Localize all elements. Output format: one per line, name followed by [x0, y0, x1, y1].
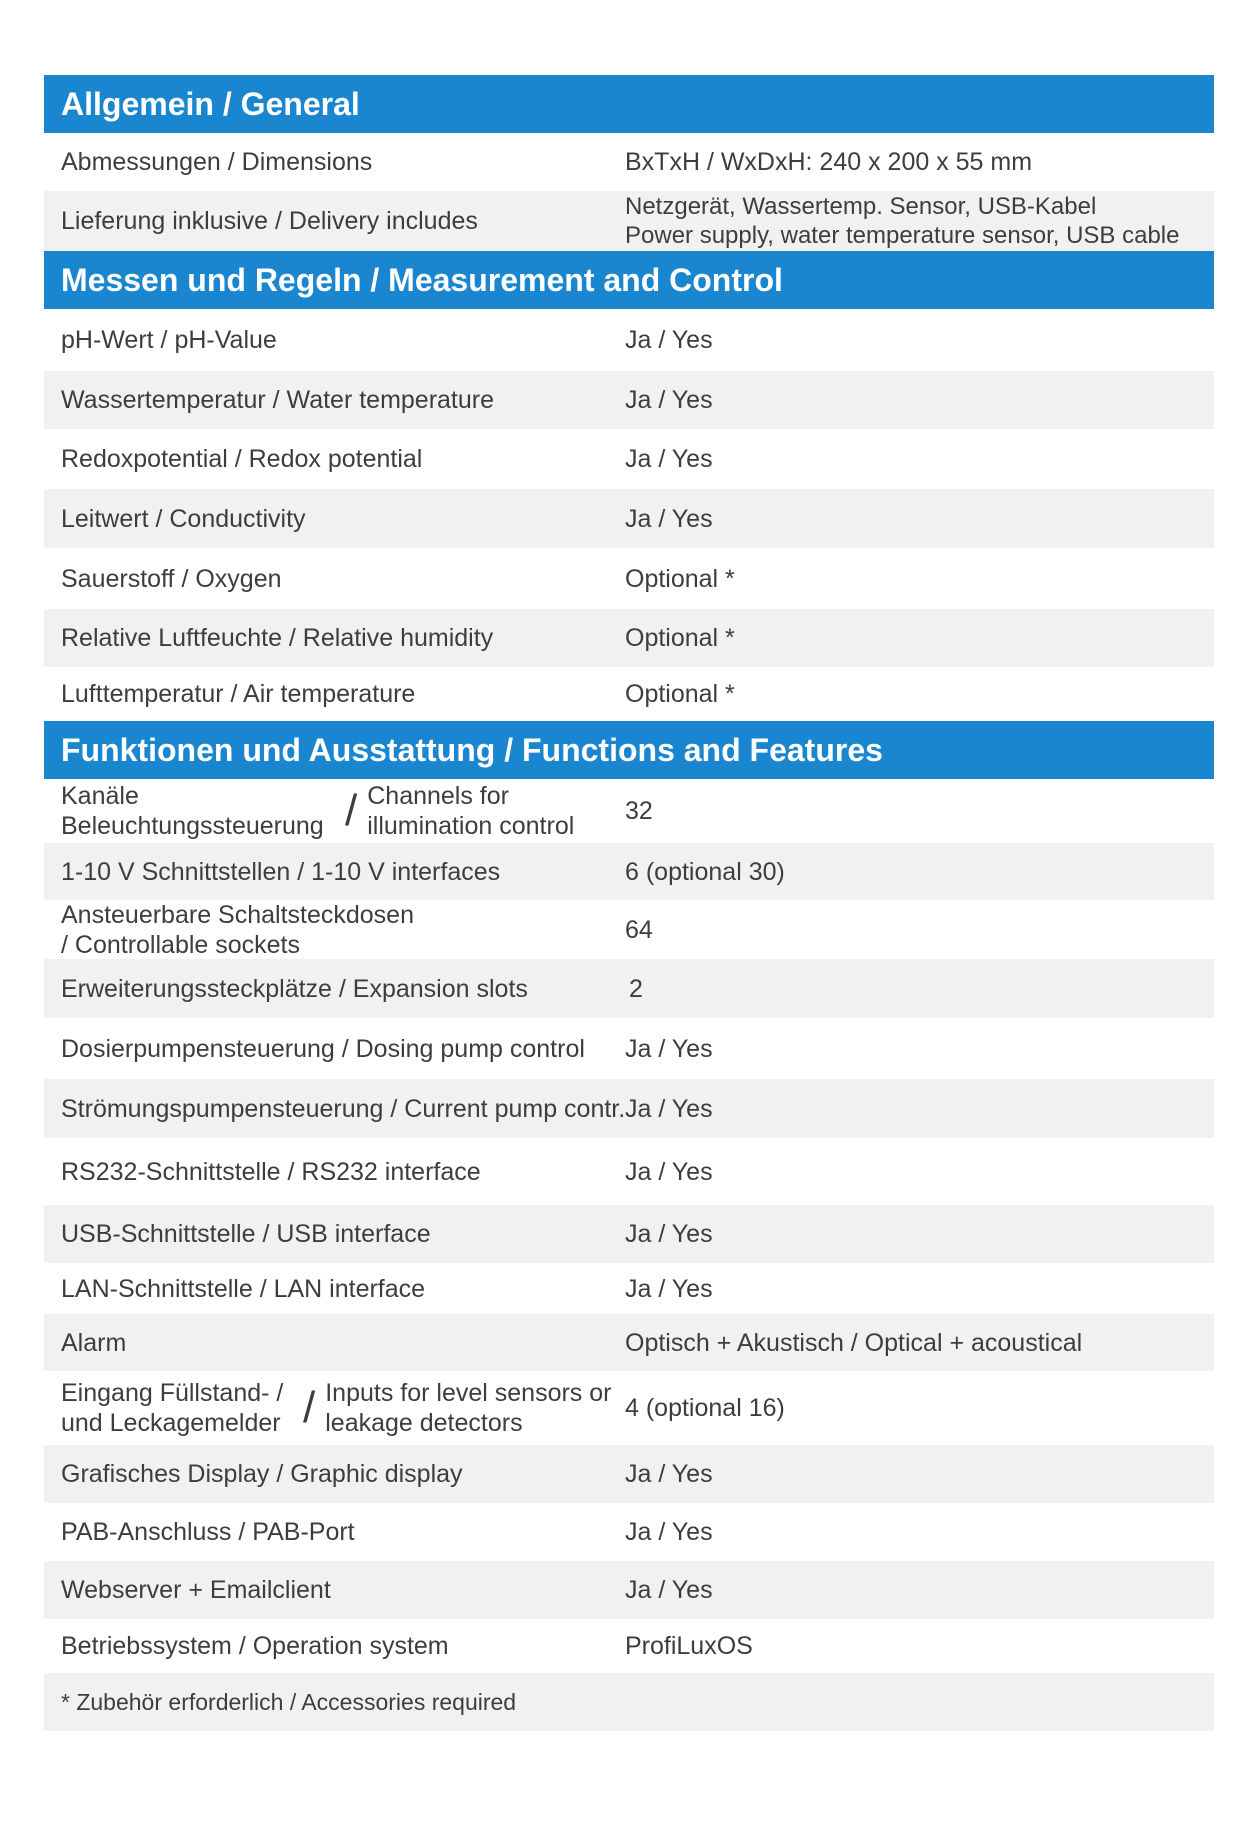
spec-value: 32 — [625, 797, 653, 825]
spec-row-level-inputs — [44, 1371, 1214, 1445]
spec-value: Ja / Yes — [625, 386, 713, 414]
spec-label: pH-Wert / pH-Value — [61, 326, 277, 354]
spec-label: Wassertemperatur / Water temperature — [61, 386, 495, 414]
section-header-functions: Funktionen und Ausstattung / Functions and Features — [44, 721, 1214, 779]
spec-label: Strömungspumpensteuerung / Current pump contr. — [61, 1094, 626, 1123]
spec-value: BxTxH / WxDxH: 240 x 200 x 55 mm — [625, 148, 1033, 176]
spec-value: Ja / Yes — [625, 1518, 713, 1546]
spec-label: Leitwert / Conductivity — [61, 504, 306, 533]
spec-value: 64 — [625, 915, 653, 944]
spec-label: Erweiterungssteckplätze / Expansion slots — [61, 974, 528, 1003]
spec-row-sockets — [44, 900, 1214, 959]
spec-value: Ja / Yes — [625, 1034, 713, 1063]
spec-row-pab — [44, 1503, 1214, 1561]
spec-row-rs232 — [44, 1138, 1214, 1205]
spec-value: 2 — [629, 974, 643, 1003]
spec-label: 1-10 V Schnittstellen / 1-10 V interfaces — [61, 857, 501, 886]
spec-row-redox — [44, 429, 1214, 489]
spec-value: Optisch + Akustisch / Optical + acoustical — [625, 1328, 1083, 1357]
spec-row-delivery — [44, 191, 1214, 251]
spec-value: Ja / Yes — [625, 1157, 713, 1186]
spec-row-water-temp — [44, 371, 1214, 429]
spec-row-ph — [44, 309, 1214, 371]
spec-label-en: Channels for illumination control — [367, 782, 575, 840]
spec-value: Ja / Yes — [625, 1220, 713, 1248]
slash-separator: / — [303, 1383, 316, 1432]
spec-row-dosing — [44, 1018, 1214, 1079]
spec-value: Ja / Yes — [625, 1094, 713, 1123]
spec-value: Ja / Yes — [625, 1460, 713, 1488]
spec-label: Alarm — [61, 1328, 127, 1357]
spec-value: 4 (optional 16) — [625, 1394, 785, 1422]
spec-label: PAB-Anschluss / PAB-Port — [61, 1518, 355, 1546]
spec-label — [44, 781, 625, 841]
spec-label: Abmessungen / Dimensions — [61, 148, 373, 176]
spec-row-lan — [44, 1263, 1214, 1314]
spec-row-alarm — [44, 1314, 1214, 1371]
spec-row-webserver — [44, 1561, 1214, 1619]
spec-label: Lieferung inklusive / Delivery includes — [61, 207, 478, 235]
spec-label-en: Inputs for level sensors or leakage detectors — [325, 1379, 612, 1437]
spec-value: Ja / Yes — [625, 326, 713, 354]
footnote: * Zubehör erforderlich / Accessories required — [61, 1689, 517, 1715]
spec-label-de: Eingang Füllstand- / und Leckagemelder — [61, 1379, 284, 1437]
spec-value: Optional * — [625, 680, 735, 708]
spec-value: Ja / Yes — [625, 445, 713, 473]
slash-separator: / — [345, 786, 358, 835]
spec-label: LAN-Schnittstelle / LAN interface — [61, 1274, 426, 1303]
footnote-row — [44, 1673, 1214, 1731]
spec-label: Redoxpotential / Redox potential — [61, 445, 423, 473]
spec-label: Betriebssystem / Operation system — [61, 1632, 449, 1660]
spec-value: Ja / Yes — [625, 1274, 713, 1303]
spec-value: Optional * — [625, 564, 735, 593]
spec-row-display — [44, 1445, 1214, 1503]
section-header-general: Allgemein / General — [44, 75, 1214, 133]
spec-row-dimensions — [44, 133, 1214, 191]
spec-label: Sauerstoff / Oxygen — [61, 564, 282, 593]
spec-row-oxygen — [44, 548, 1214, 609]
spec-value: Optional * — [625, 624, 735, 652]
spec-label: USB-Schnittstelle / USB interface — [61, 1220, 431, 1248]
spec-value: Netzgerät, Wassertemp. Sensor, USB-Kabel Power supply, water temperature sensor, USB cable — [625, 193, 1180, 249]
spec-sheet — [44, 75, 1214, 1731]
spec-label: Relative Luftfeuchte / Relative humidity — [61, 624, 494, 652]
spec-value: Ja / Yes — [625, 504, 713, 533]
spec-label: Grafisches Display / Graphic display — [61, 1460, 463, 1488]
spec-label — [44, 1378, 625, 1438]
spec-row-channels — [44, 779, 1214, 843]
spec-label: Dosierpumpensteuerung / Dosing pump control — [61, 1034, 585, 1063]
spec-row-os — [44, 1619, 1214, 1673]
spec-value: Ja / Yes — [625, 1576, 713, 1604]
spec-label: Webserver + Emailclient — [61, 1576, 331, 1604]
spec-row-humidity — [44, 609, 1214, 667]
spec-row-conductivity — [44, 489, 1214, 548]
section-header-measurement: Messen und Regeln / Measurement and Control — [44, 251, 1214, 309]
spec-row-1-10v — [44, 843, 1214, 900]
spec-label: Lufttemperatur / Air temperature — [61, 680, 416, 708]
spec-row-air-temp — [44, 667, 1214, 721]
spec-row-expansion — [44, 959, 1214, 1018]
spec-row-usb — [44, 1205, 1214, 1263]
spec-label-de: Kanäle Beleuchtungssteuerung — [61, 782, 324, 840]
spec-row-current-pump — [44, 1079, 1214, 1138]
spec-value: ProfiLuxOS — [625, 1632, 753, 1660]
spec-label: RS232-Schnittstelle / RS232 interface — [61, 1157, 481, 1186]
spec-value: 6 (optional 30) — [625, 857, 785, 886]
spec-label: Ansteuerbare Schaltsteckdosen / Controllable sockets — [61, 900, 414, 959]
